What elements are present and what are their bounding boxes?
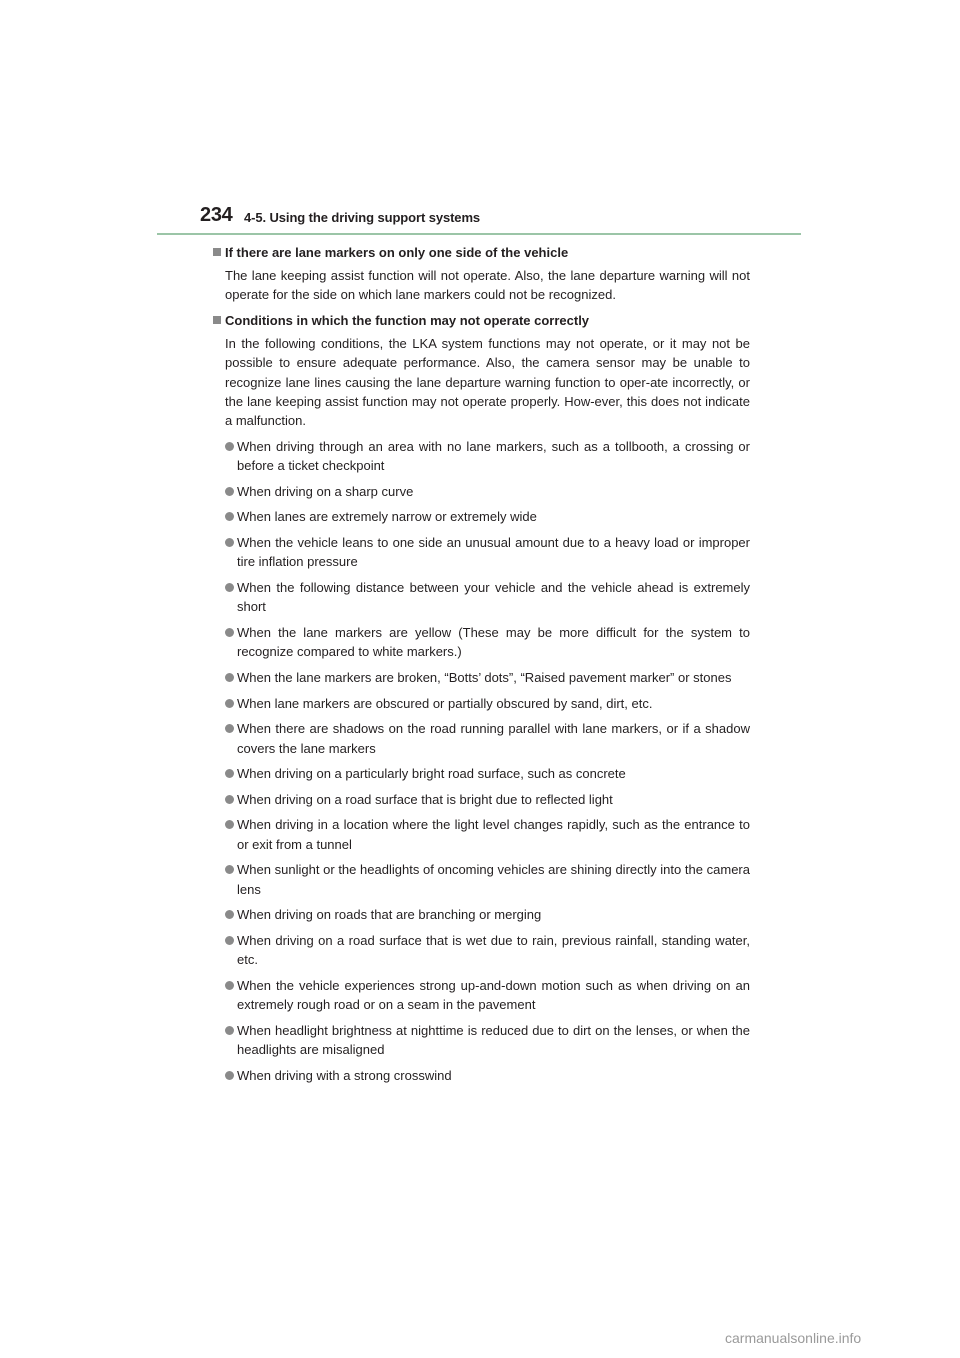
list-item-text: When lanes are extremely narrow or extremely wide xyxy=(237,509,537,525)
paragraph-one-side-markers: The lane keeping assist function will not operate. Also, the lane departure warning will not operate for the side on which lane markers could not be recognized. xyxy=(225,268,750,303)
round-bullet-icon xyxy=(225,910,234,919)
watermark: carmanualsonline.info xyxy=(725,1330,862,1346)
subheading-conditions xyxy=(213,311,750,331)
round-bullet-icon xyxy=(225,795,234,804)
list-item xyxy=(213,719,750,758)
list-item-text: When there are shadows on the road running parallel with lane markers, or if a shadow covers the lane markers xyxy=(237,721,750,756)
list-item-text: When driving through an area with no lane markers, such as a tollbooth, a crossing or before a ticket checkpoint xyxy=(237,438,750,474)
round-bullet-icon xyxy=(225,699,234,708)
round-bullet-icon xyxy=(225,673,234,682)
list-item-text: When sunlight or the headlights of oncoming vehicles are shining directly into the camera lens xyxy=(237,862,750,897)
list-item-text: When headlight brightness at nighttime is reduced due to dirt on the lenses, or when the headlights are misaligned xyxy=(237,1023,750,1058)
round-bullet-icon xyxy=(225,820,234,829)
subheading-text: If there are lane markers on only one side of the vehicle xyxy=(225,245,569,260)
page-number: 234 xyxy=(200,204,233,226)
round-bullet-icon xyxy=(225,628,234,637)
list-item xyxy=(213,976,750,1015)
round-bullet-icon xyxy=(225,538,234,547)
list-item xyxy=(213,694,750,713)
list-item xyxy=(213,905,750,924)
list-item xyxy=(213,1021,750,1060)
list-item-text: When driving with a strong crosswind xyxy=(237,1068,452,1083)
list-item-text: When driving on a particularly bright road surface, such as concrete xyxy=(237,766,626,782)
header-divider xyxy=(157,233,801,235)
round-bullet-icon xyxy=(225,769,234,778)
list-item xyxy=(213,815,750,854)
list-item xyxy=(213,578,750,617)
list-item-text: When driving on a sharp curve xyxy=(237,483,414,499)
list-item xyxy=(213,437,750,476)
list-item-text: When the following distance between your vehicle and the vehicle ahead is extremely short xyxy=(237,580,750,615)
list-item xyxy=(213,623,750,662)
page-content xyxy=(213,243,750,1092)
list-item-text: When the vehicle leans to one side an unusual amount due to a heavy load or improper tire inflation pressure xyxy=(237,535,750,570)
round-bullet-icon xyxy=(225,936,234,945)
round-bullet-icon xyxy=(225,487,234,496)
round-bullet-icon xyxy=(225,512,234,521)
list-item-text: When the lane markers are yellow (These may be more difficult for the system to recognize compared to white markers.) xyxy=(237,625,750,660)
round-bullet-icon xyxy=(225,1071,234,1080)
page-header xyxy=(200,203,800,235)
list-item xyxy=(213,764,750,783)
subheading-one-side-markers xyxy=(213,243,750,263)
list-item xyxy=(213,931,750,970)
square-bullet-icon xyxy=(213,316,221,324)
paragraph-conditions: In the following conditions, the LKA system functions may not operate, or it may not be possible to ensure adequate performance. Also, the camera sensor may be unable to recognize lane lines causing the lane departure warning function to oper-ate incorrectly, or the lane keeping assist function may not operate properly. How-ever, this does not indicate a malfunction. xyxy=(225,335,750,429)
list-item xyxy=(213,482,750,501)
round-bullet-icon xyxy=(225,724,234,733)
list-item-text: When the lane markers are broken, “Botts’ dots”, “Raised pavement marker” or stones xyxy=(237,670,732,686)
list-item-text: When driving in a location where the light level changes rapidly, such as the entrance to or exit from a tunnel xyxy=(237,817,750,852)
subheading-text: Conditions in which the function may not operate correctly xyxy=(225,312,590,328)
list-item-text: When lane markers are obscured or partially obscured by sand, dirt, etc. xyxy=(237,695,653,711)
round-bullet-icon xyxy=(225,442,234,451)
section-title: 4-5. Using the driving support systems xyxy=(244,210,481,225)
list-item xyxy=(213,533,750,572)
round-bullet-icon xyxy=(225,583,234,592)
list-item-text: When driving on a road surface that is wet due to rain, previous rainfall, standing water, etc. xyxy=(237,933,750,968)
list-item xyxy=(213,668,750,687)
list-item-text: When the vehicle experiences strong up-and-down motion such as when driving on an extremely rough road or on a seam in the pavement xyxy=(237,978,750,1013)
list-item xyxy=(213,860,750,899)
list-item-text: When driving on roads that are branching or merging xyxy=(237,907,542,923)
list-item xyxy=(213,1066,750,1085)
square-bullet-icon xyxy=(213,248,221,256)
conditions-list xyxy=(213,437,750,1086)
list-item-text: When driving on a road surface that is bright due to reflected light xyxy=(237,791,613,807)
list-item xyxy=(213,790,750,809)
round-bullet-icon xyxy=(225,1026,234,1035)
list-item xyxy=(213,507,750,526)
round-bullet-icon xyxy=(225,865,234,874)
round-bullet-icon xyxy=(225,981,234,990)
